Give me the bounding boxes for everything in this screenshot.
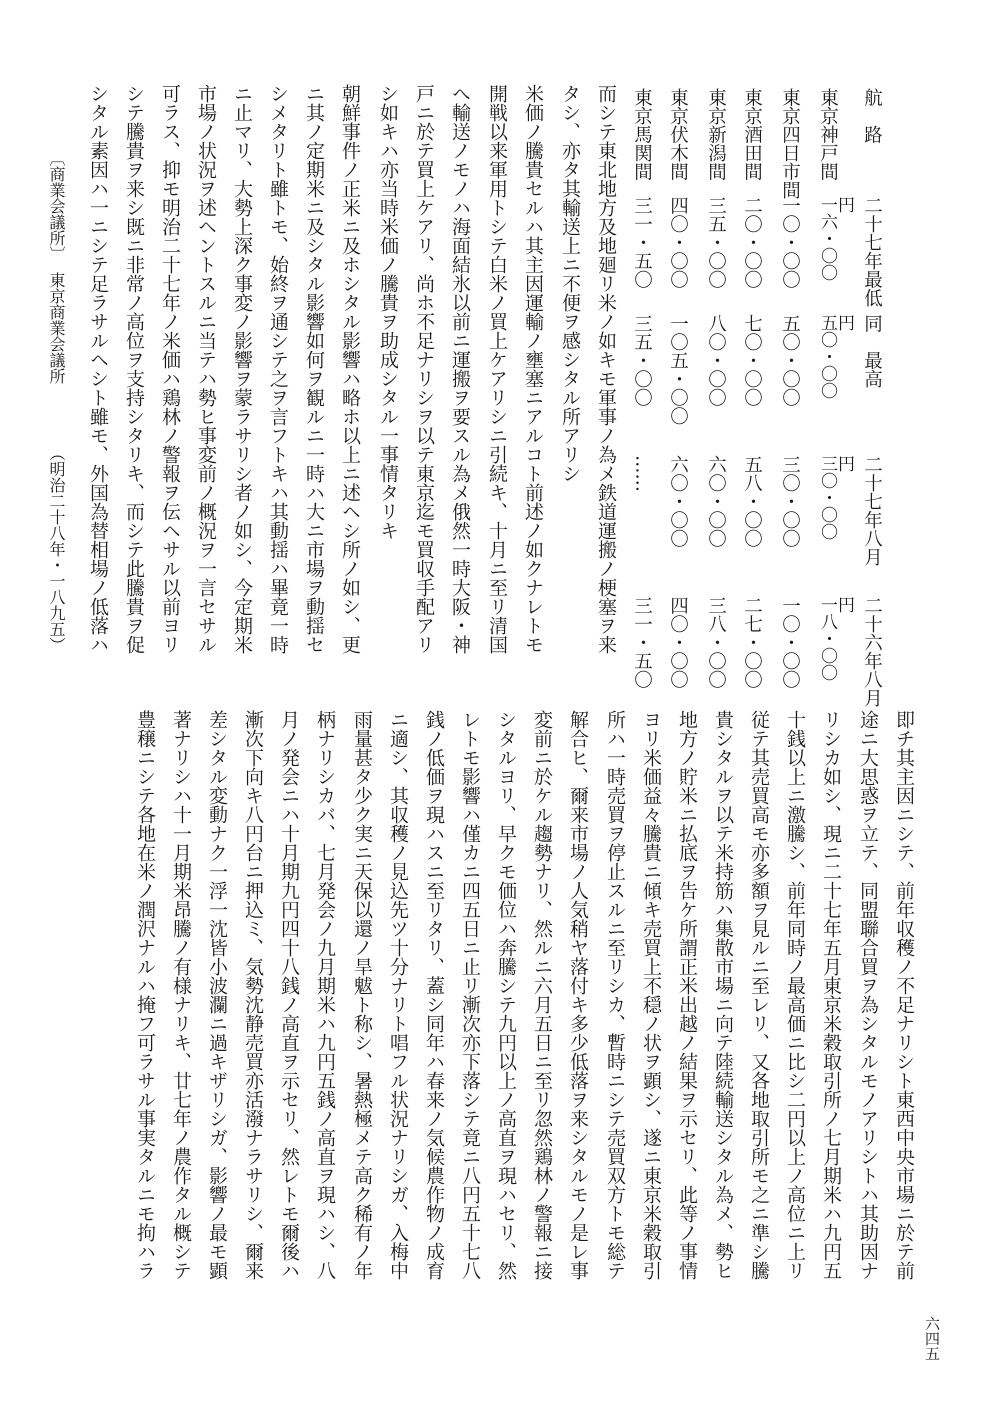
table-route-cell: 東京酒田間 xyxy=(741,88,763,181)
text-column: シタルヨリ、早クモ価位ハ奔騰シテ九円以上ノ高直ヲ現ハセリ、然 xyxy=(495,710,517,1280)
table-cell: 円 三〇・〇〇 xyxy=(817,455,854,540)
source-org: 東京商業会議所 xyxy=(47,272,66,384)
text-column: タシ、亦タ其輸送上ニ不便ヲ感シタル所アリシ xyxy=(559,84,581,483)
table-cell: …… xyxy=(631,455,653,492)
text-column: 変前ニ於ケル趨勢ナリ、然ルニ六月五日ニ至リ忽然鶏林ノ警報ニ接 xyxy=(531,710,553,1280)
text-column: ニ適シ、其収穫ノ見込先ツ十分ナリト唱フル状況ナリシガ、入梅中 xyxy=(387,710,409,1280)
text-column: 十銭以上ニ激騰シ、前年同時ノ最高価ニ比シ二円以上ノ高位ニ上リ xyxy=(784,710,806,1280)
table-route-cell: 東京神戸間 xyxy=(817,88,839,181)
text-column: シメタリト雖トモ、始終ヲ通シテ之ヲ言フトキハ其動揺ハ畢竟一時 xyxy=(267,84,289,654)
text-column: 豊穣ニシテ各地在米ノ潤沢ナルハ掩フ可ラサル事実タルニモ拘ハラ xyxy=(134,710,156,1280)
table-route-cell: 東京伏木間 xyxy=(667,88,689,181)
text-column: 途ニ大思惑ヲ立テ、同盟聯合買ヲ為シタルモノアリシトハ其助因ナ xyxy=(857,710,879,1280)
table-cell: 六〇・〇〇 xyxy=(705,455,727,548)
text-column: ニ其ノ定期米ニ及シタル影響如何ヲ観ルニ一時ハ大ニ市場ヲ動揺セ xyxy=(303,84,325,654)
text-column: ヨリ米価益々騰貴ニ傾キ売買上不穏ノ状ヲ顕シ、遂ニ東京米穀取引 xyxy=(640,710,662,1280)
table-route-cell: 東京新潟間 xyxy=(705,88,727,181)
text-column: 雨量甚タ少ク実ニ天保以還ノ旱魃ト称シ、暑熱極メテ高ク稀有ノ年 xyxy=(351,710,373,1280)
text-column: 開戦以来軍用トシテ白米ノ買上ケアリシニ引続キ、十月ニ至リ清国 xyxy=(486,84,508,654)
table-cell: 一〇五・〇〇 xyxy=(667,314,689,425)
table-cell: 七〇・〇〇 xyxy=(741,314,763,407)
table-header-cell: 二十六年八月 xyxy=(861,596,883,707)
table-cell: 二七・〇〇 xyxy=(741,596,763,689)
text-column: 著ナリシハ十一月期米昂騰ノ有様ナリキ、廿七年ノ農作タル概シテ xyxy=(170,710,192,1280)
text-column: シテ騰貴ヲ来シ既ニ非常ノ高位ヲ支持シタリキ、而シテ此騰貴ヲ促 xyxy=(123,84,145,654)
text-column: 米価ノ騰貴セルハ其主因運輸ノ壅塞ニアルコト前述ノ如クナレトモ xyxy=(522,84,544,654)
text-column: シ如キハ亦当時米価ノ騰貴ヲ助成シタル一事情タリキ xyxy=(377,84,399,540)
text-column: 戸ニ於テ買上ケアリ、尚ホ不足ナリシヲ以テ東京迄モ買収手配アリ xyxy=(413,84,435,654)
text-column: 銭ノ低価ヲ現ハスニ至リタリ、蓋シ同年ハ春来ノ気候農作物ノ成育 xyxy=(423,710,445,1280)
page-number: 六四五 xyxy=(923,1316,941,1361)
table-cell: 一〇・〇〇 xyxy=(779,596,801,689)
table-cell: 六〇・〇〇 xyxy=(667,455,689,548)
text-column: 所ハ一時売買ヲ停止スルニ至リシカ、暫時ニシテ売買双方トモ総テ xyxy=(604,710,626,1280)
table-cell: 三五・〇〇 xyxy=(631,314,653,407)
table-cell: 八〇・〇〇 xyxy=(705,314,727,407)
table-cell: 三一・五〇 xyxy=(631,196,653,289)
text-column: 而シテ東北地方及地廻リ米ノ如キモ軍事ノ為メ鉄道運搬ノ梗塞ヲ来 xyxy=(595,84,617,654)
table-cell: 円 一六・〇〇 xyxy=(817,196,854,281)
table-cell: 三一・五〇 xyxy=(631,596,653,689)
table-header-cell: 二十七年最低 xyxy=(861,196,883,307)
text-column: シタル素因ハ一ニシテ足ラサルヘシト雖モ、外国為替相場ノ低落ハ xyxy=(87,84,109,654)
text-column: 漸次下向キ八円台ニ押込ミ、気勢沈静売買亦活潑ナラサリシ、爾来 xyxy=(242,710,264,1280)
table-route-cell: 東京馬関間 xyxy=(631,88,653,181)
table-route-cell: 東京四日市間 xyxy=(779,88,801,199)
table-cell: 四〇・〇〇 xyxy=(667,196,689,289)
text-column: リシカ如シ、現ニ二十七年五月東京米穀取引所ノ七月期米ハ九円五 xyxy=(820,710,842,1280)
text-column: 差シタル変動ナク一浮一沈皆小波瀾ニ過キザリシガ、影響ノ最モ顕 xyxy=(206,710,228,1280)
text-column: 即チ其主因ニシテ、前年収穫ノ不足ナリシト東西中央市場ニ於テ前 xyxy=(893,710,915,1280)
text-column: 従テ其売買高モ亦多額ヲ見ルニ至レリ、又各地取引所モ之ニ準シ騰 xyxy=(748,710,770,1280)
source-date: （明治二十八年・一八九五） xyxy=(47,445,66,653)
table-cell: 円 一八・〇〇 xyxy=(817,596,854,681)
table-cell: 五〇・〇〇 xyxy=(779,314,801,407)
table-cell: 二〇・〇〇 xyxy=(741,196,763,289)
table-cell: 三五・〇〇 xyxy=(705,196,727,289)
source-bracket: 〔商業会議所〕 xyxy=(47,150,66,262)
table-cell: 三〇・〇〇 xyxy=(779,455,801,548)
text-column: 地方ノ貯米ニ払底ヲ告ケ所謂正米出越ノ結果ヲ示セリ、此等ノ事情 xyxy=(676,710,698,1280)
table-header-cell: 同 最高 xyxy=(861,314,883,388)
text-column: 可ラス、抑モ明治二十七年ノ米価ハ鶏林ノ警報ヲ伝ヘサル以前ヨリ xyxy=(159,84,181,654)
text-column: ニ止マリ、大勢上深ク事変ノ影響ヲ蒙ラサリシ者ノ如シ、今定期米 xyxy=(231,84,253,654)
text-column: レトモ影響ハ僅カニ四五日ニ止リ漸次亦下落シテ竟ニ八円五十七八 xyxy=(459,710,481,1280)
text-column: へ輸送ノモノハ海面結氷以前ニ運搬ヲ要スル為メ俄然一時大阪・神 xyxy=(449,84,471,654)
table-header-cell: 二十七年八月 xyxy=(861,455,883,566)
table-cell: 四〇・〇〇 xyxy=(667,596,689,689)
table-cell: 五八・〇〇 xyxy=(741,455,763,548)
text-column: 市場ノ状況ヲ述ヘントスルニ当テハ勢ヒ事変前ノ概況ヲ一言セサル xyxy=(195,84,217,654)
text-column: 月ノ発会ニハ十月期九円四十八銭ノ高直ヲ示セリ、然レトモ爾後ハ xyxy=(278,710,300,1280)
text-column: 貴シタルヲ以テ米持筋ハ集散市場ニ向テ陸続輸送シタル為メ、勢ヒ xyxy=(712,710,734,1280)
table-cell: 一〇・〇〇 xyxy=(779,196,801,289)
table-cell: 三八・〇〇 xyxy=(705,596,727,689)
text-column: 解合ヒ、爾来市場ノ人気稍ヤ落付キ多少低落ヲ来シタルモノ是レ事 xyxy=(567,710,589,1280)
text-column: 朝鮮事件ノ正米ニ及ホシタル影響ハ略ホ以上ニ述ヘシ所ノ如シ、更 xyxy=(339,84,361,654)
text-column: 柄ナリシカバ、七月発会ノ九月期米ハ九円五銭ノ高直ヲ現ハシ、八 xyxy=(314,710,336,1280)
table-header-cell: 航 路 xyxy=(861,88,883,144)
table-cell: 円 五〇・〇〇 xyxy=(817,314,854,399)
